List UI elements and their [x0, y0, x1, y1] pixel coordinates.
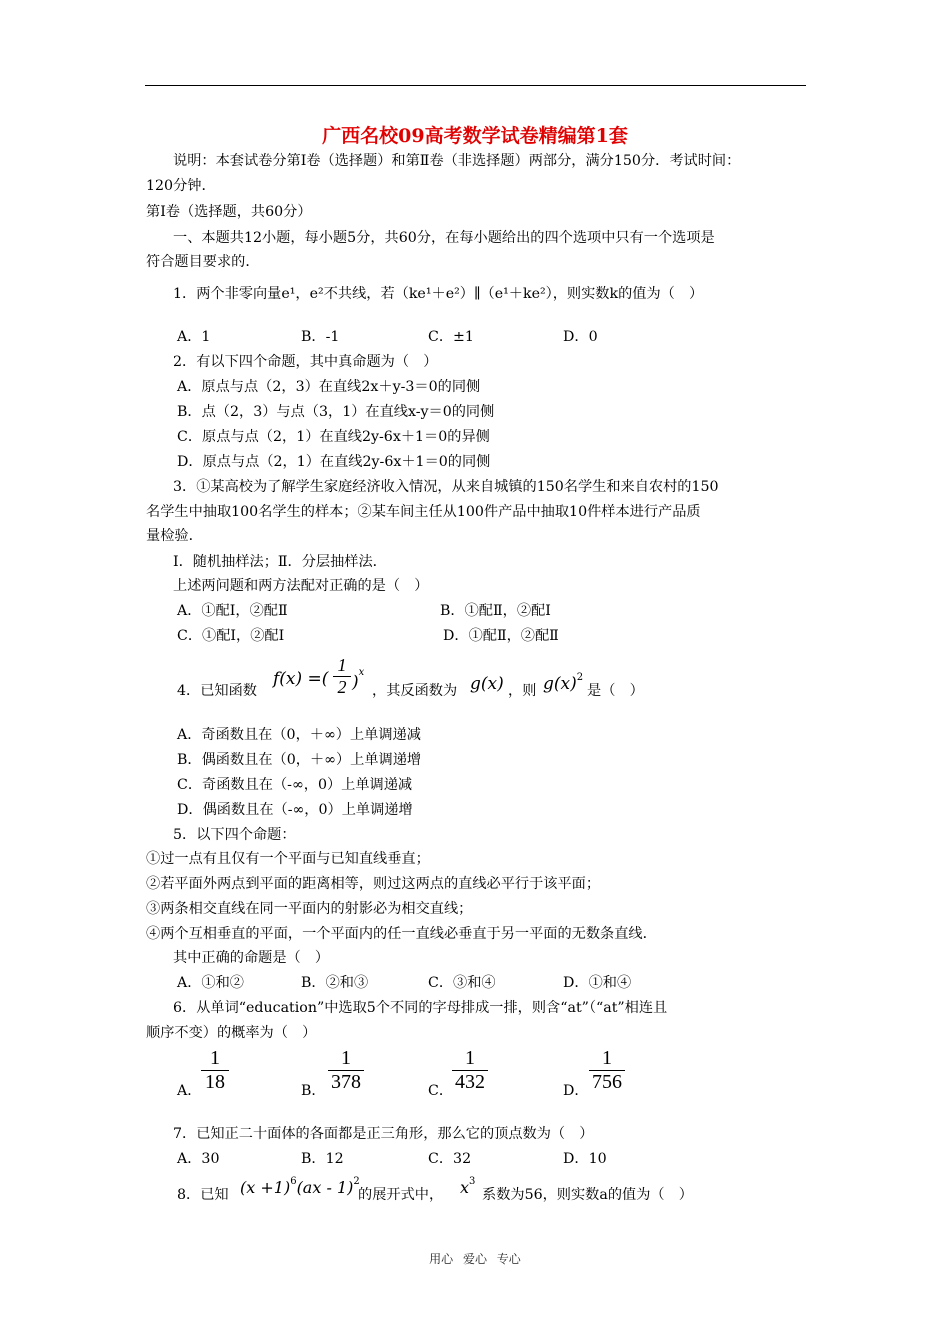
q5-option-c: C．③和④ — [428, 975, 496, 991]
question-6-stem: 顺序不变）的概率为（ ） — [146, 1025, 317, 1041]
q1-option-c: C．±1 — [428, 329, 474, 345]
q4-fraction: 1 2 — [333, 655, 351, 697]
q3-option-a: A．①配Ⅰ，②配Ⅱ — [177, 603, 288, 619]
q6-option-a-label: A． — [177, 1083, 202, 1099]
header-rule — [145, 85, 806, 86]
q8-post-text: 系数为56，则实数a的值为（ ） — [482, 1187, 693, 1203]
q5-proposition: ④两个互相垂直的平面，一个平面内的任一直线必垂直于另一平面的无数条直线． — [146, 926, 657, 942]
q1-option-d: D．0 — [563, 329, 598, 345]
question-4-pre: 4．已知函数 — [177, 683, 257, 699]
q6-option-c-fraction: 1 432 — [452, 1047, 488, 1093]
question-3-stem: 名学生中抽取100名学生的样本；②某车间主任从100件产品中抽取10件样本进行产品质 — [146, 504, 701, 520]
q4-mid-text: ，其反函数为 — [372, 683, 458, 699]
q6-option-b-fraction: 1 378 — [328, 1047, 364, 1093]
q5-option-d: D．①和④ — [563, 975, 632, 991]
page-footer: 用心 爱心 专心 — [429, 1252, 521, 1266]
intro-line: 120分钟． — [146, 178, 216, 194]
q2-option-b: B．点（2，3）与点（3，1）在直线x-y＝0的同侧 — [177, 404, 495, 420]
q6-option-a-fraction: 1 18 — [201, 1047, 229, 1093]
q4-option-d: D．偶函数且在（-∞，0）上单调递增 — [177, 802, 413, 818]
question-7-stem: 7．已知正二十面体的各面都是正三角形，那么它的顶点数为（ ） — [173, 1126, 594, 1142]
q7-option-b: B．12 — [301, 1151, 344, 1167]
q4-function-close: )$^x$ — [352, 667, 365, 693]
question-3-stem: 3．①某高校为了解学生家庭经济收入情况，从来自城镇的150名学生和来自农村的150 — [173, 479, 719, 495]
instruction-line: 一、本题共12小题，每小题5分，共60分，在每小题给出的四个选项中只有一个选项是 — [173, 230, 715, 246]
q3-option-c: C．①配Ⅰ，②配Ⅰ — [177, 628, 285, 644]
q5-proposition: ①过一点有且仅有一个平面与已知直线垂直； — [146, 851, 430, 867]
instruction-line: 符合题目要求的． — [146, 254, 260, 270]
q7-option-d: D．10 — [563, 1151, 607, 1167]
q2-option-c: C．原点与点（2，1）在直线2y-6x＋1＝0的异侧 — [177, 429, 490, 445]
q6-option-d-label: D． — [563, 1083, 589, 1099]
question-5-stem: 5．以下四个命题： — [173, 827, 296, 843]
q8-x-cubed: $x^3$ — [460, 1176, 476, 1197]
q4-option-b: B．偶函数且在（0，＋∞）上单调递增 — [177, 752, 422, 768]
q4-post-text: 是（ ） — [587, 683, 644, 699]
question-6-stem: 6．从单词“education”中选取5个不同的字母排成一排，则含“at”（“at”相连且 — [173, 1000, 668, 1016]
q3-ask: 上述两问题和两方法配对正确的是（ ） — [173, 578, 429, 594]
q4-option-c: C．奇函数且在（-∞，0）上单调递减 — [177, 777, 413, 793]
q6-option-c-label: C． — [428, 1083, 454, 1099]
part-heading: 第Ⅰ卷（选择题，共60分） — [146, 204, 312, 220]
q5-option-b: B．②和③ — [301, 975, 369, 991]
q3-option-d: D．①配Ⅱ，②配Ⅱ — [443, 628, 559, 644]
q5-proposition: ②若平面外两点到平面的距离相等，则过这两点的直线必平行于该平面； — [146, 876, 601, 892]
q8-expression: $(x +1)^6(ax - 1)^2$ — [240, 1176, 360, 1197]
q5-proposition: ③两条相交直线在同一平面内的射影必为相交直线； — [146, 901, 473, 917]
q2-option-a: A．原点与点（2，3）在直线2x＋y-3＝0的同侧 — [177, 379, 481, 395]
question-3-stem: 量检验． — [146, 528, 203, 544]
question-2-stem: 2．有以下四个命题，其中真命题为（ ） — [173, 354, 438, 370]
q5-option-a: A．①和② — [177, 975, 244, 991]
q6-option-d-fraction: 1 756 — [589, 1047, 625, 1093]
page-title: 广西名校09高考数学试卷精编第1套 — [322, 125, 628, 147]
q1-option-a: A．1 — [177, 329, 211, 345]
question-8-pre: 8．已知 — [177, 1187, 229, 1203]
q5-ask: 其中正确的命题是（ ） — [173, 950, 330, 966]
q4-function-g: g(x) — [470, 674, 504, 694]
q7-option-c: C．32 — [428, 1151, 472, 1167]
q3-option-b: B．①配Ⅱ，②配Ⅰ — [440, 603, 551, 619]
q4-function-g-squared: $g(x)^2$ — [543, 672, 584, 694]
q4-option-a: A．奇函数且在（0，＋∞）上单调递减 — [177, 727, 421, 743]
q4-function-f: f(x) =( — [273, 669, 329, 689]
q8-mid-text: 的展开式中， — [358, 1187, 444, 1203]
question-1-stem: 1．两个非零向量e¹，e²不共线，若（ke¹＋e²）∥（e¹＋ke²），则实数k的值为（ ） — [173, 286, 704, 302]
q3-methods: Ⅰ．随机抽样法；Ⅱ．分层抽样法． — [173, 554, 387, 570]
q6-option-b-label: B． — [301, 1083, 326, 1099]
q1-option-b: B．-1 — [301, 329, 340, 345]
q7-option-a: A．30 — [177, 1151, 220, 1167]
q4-mid-text: ，则 — [508, 683, 537, 699]
intro-line: 说明：本套试卷分第Ⅰ卷（选择题）和第Ⅱ卷（非选择题）两部分，满分150分．考试时间： — [173, 153, 741, 169]
q2-option-d: D．原点与点（2，1）在直线2y-6x＋1＝0的同侧 — [177, 454, 491, 470]
